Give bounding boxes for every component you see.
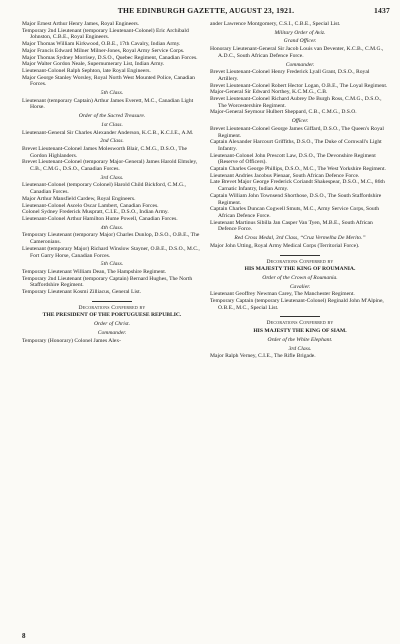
- entry: Brevet Lieutenant-Colonel Henry Frederick Lyall Grant, D.S.O., Royal Artillery.: [210, 69, 370, 82]
- entry: Brevet Lieutenant-Colonel (temporary Major-General) James Harold Elmsley, C.B., C.M.G., D.S.O., Canadian Forces.: [22, 159, 198, 173]
- section-divider: [92, 301, 132, 302]
- section-heading: Order of the Sacred Treasure.: [78, 113, 146, 120]
- decoration-heading: HIS MAJESTY THE KING OF ROUMANIA.: [244, 266, 356, 273]
- entry: Lieutenant-Colonel Ascelo Oscar Lambert, Canadian Forces.: [22, 202, 159, 209]
- entry: Major Arthur Mansfield Cardew, Royal Engineers.: [22, 195, 136, 202]
- entry: Lieutenant-Colonel (temporary Colonel) Harold Child Bickford, C.M.G., Canadian Forces.: [22, 182, 186, 196]
- entry: Major Ernest Arthur Henry James, Royal Engineers.: [22, 21, 140, 27]
- decoration-heading: THE PRESIDENT OF THE PORTUGUESE REPUBLIC.: [42, 312, 182, 319]
- section-heading: Order of the Crown of Roumania.: [262, 274, 338, 281]
- entry: Captain Charles George Phillips, D.S.O., M.C., The West Yorkshire Regiment.: [210, 166, 386, 173]
- signature-mark: 8: [22, 632, 26, 640]
- section-heading: Commander.: [285, 61, 315, 68]
- section-divider: [280, 255, 320, 256]
- entry: Major-General Sir Edward Northey, K.C.M.G., C.B.: [210, 89, 328, 96]
- section-heading: 3rd Class.: [100, 174, 124, 181]
- section-heading: Military Order of Aviz.: [274, 29, 326, 36]
- entry: ander Lawrence Montgomery, C.S.I., C.B.E., Special List.: [210, 21, 341, 27]
- section-heading: Red Cross Medal, 3rd Class, “Cruz Vermelha De Merito.”: [234, 235, 366, 242]
- right-column: [210, 21, 390, 360]
- entry: Temporary 2nd Lieutenant (temporary Lieutenant-Colonel) Eric Archibald Johnston, C.B.E., Royal Engineers.: [22, 27, 189, 41]
- entry: Major Thomas William Kirkwood, O.B.E., 17th Cavalry, Indian Army.: [22, 41, 181, 48]
- entry: Temporary Captain (temporary Lieutenant-Colonel) Reginald John M'Alpine, O.B.E., M.C., Special List.: [210, 298, 384, 311]
- decoration-label: Decorations Conferred by: [78, 304, 146, 311]
- entry: Late Brevet Major George Frederick Coriandt Shakespear, D.S.O., M.C., 86th Carnatic Infantry, Indian Army.: [210, 179, 385, 193]
- section-heading: 5th Class.: [100, 90, 124, 97]
- entry: Major Thomas Sydney Morrisey, D.S.O., Quebec Regiment, Canadian Forces.: [22, 54, 198, 61]
- entry: Lieutenant (temporary Major) Richard Winslow Stayner, O.B.E., D.S.O., M.C., Fort Garry Horse, Canadian Forces.: [22, 245, 200, 259]
- entry: Lieutenant Andries Jacobus Pienaar, South African Defence Force.: [210, 172, 360, 179]
- decoration-label: Decorations Conferred by: [266, 258, 334, 265]
- page-title: THE EDINBURGH GAZETTE, AUGUST 23, 1921.: [117, 6, 295, 15]
- section-heading: 2nd Class.: [100, 138, 124, 145]
- entry: Temporary 2nd Lieutenant (temporary Captain) Bernard Hughes, The North Staffordshire Regiment.: [22, 275, 193, 289]
- entry: Temporary (Honorary) Colonel James Alex-: [22, 337, 122, 344]
- entry: Brevet Lieutenant-Colonel Richard Aubrey De Burgh Ross, C.M.G., D.S.O., The Worcestershire Regiment.: [210, 96, 382, 109]
- section-heading: Officer.: [291, 118, 309, 125]
- section-heading: Grand Officer.: [283, 38, 317, 45]
- entry: Brevet Lieutenant-Colonel George James Giffard, D.S.O., The Queen's Royal Regiment.: [210, 125, 384, 139]
- entry: Major George Stanley Worsley, Royal North West Mounted Police, Canadian Forces.: [22, 74, 195, 88]
- section-heading: 1st Class.: [101, 121, 123, 128]
- section-heading: Order of Christ.: [93, 321, 130, 328]
- section-heading: 4th Class.: [100, 224, 124, 231]
- page-header: [22, 6, 390, 18]
- section-heading: Commander.: [97, 329, 127, 336]
- entry: Captain Charles Duncan Cogwell Smuts, M.C., Army Service Corps, South African Defence Force.: [210, 206, 380, 219]
- section-heading: Cavalier.: [289, 283, 311, 290]
- entry: Temporary Lieutenant (temporary Major) Charles Dunlop, D.S.O., O.B.E., The Cameronians.: [22, 232, 200, 246]
- entry: Honorary Lieutenant-General Sir Jacob Louis van Deventer, K.C.B., C.M.G., A.D.C., South African Defence Force.: [210, 46, 384, 59]
- columns: [22, 21, 390, 360]
- entry: Temporary Lieutenant William Dean, The Hampshire Regiment.: [22, 268, 167, 275]
- left-column: [22, 21, 202, 360]
- entry: Brevet Lieutenant-Colonel Robert Hector Logan, O.B.E., The Loyal Regiment.: [210, 82, 388, 89]
- entry: Major John Utting, Royal Army Medical Corps (Territorial Force).: [210, 242, 360, 249]
- entry: Captain Alexander Harcourt Griffiths, D.S.O., The Duke of Cornwall's Light Infantry.: [210, 139, 382, 152]
- decoration-label: Decorations Conferred by: [266, 320, 334, 327]
- entry: Lieutenant (temporary Captain) Arthur James Everett, M.C., Canadian Light Horse.: [22, 97, 194, 111]
- section-heading: 3rd Class.: [288, 345, 312, 352]
- entry: Lieutenant-Colonel John Prescott Law, D.S.O., The Devonshire Regiment (Reserve of Officers).: [210, 152, 376, 166]
- entry: Major Ralph Verney, C.I.E., The Rifle Brigade.: [210, 353, 316, 360]
- entry: Lieutenant Geoffrey Newman Carey, The Manchester Regiment.: [210, 291, 355, 298]
- page-number: 1437: [374, 6, 390, 15]
- entry: Temporary Lieutenant Kosmi Zilliacus, General List.: [22, 289, 142, 296]
- section-divider: [280, 316, 320, 317]
- entry: Lieutenant-Colonel Ralph Sephton, late Royal Engineers.: [22, 67, 151, 74]
- entry: Major Francis Edward Milner Milner-Jones, Royal Army Service Corps.: [22, 47, 185, 54]
- entry: Captain William John Townsend Shorthose, D.S.O., The South Staffordshire Regiment.: [210, 192, 382, 206]
- decoration-heading: HIS MAJESTY THE KING OF SIAM.: [253, 328, 347, 335]
- entry: Major Walter Gordon Neale, Supernumerary List, Indian Army.: [22, 61, 165, 68]
- section-heading: 5th Class.: [100, 261, 124, 268]
- entry: Lieutenant Martinus Sibilla Jan Casper Van Tyen, M.B.E., South African Defence Force.: [210, 219, 373, 233]
- entry: Lieutenant-Colonel Arthur Hamilton Hume Powell, Canadian Forces.: [22, 215, 178, 222]
- entry: Colonel Sydney Frederick Muspratt, C.I.E., D.S.O., Indian Army.: [22, 209, 169, 216]
- entry: Lieutenant-General Sir Charles Alexander Anderson, K.C.B., K.C.I.E., A.M.: [22, 129, 194, 136]
- section-heading: Order of the White Elephant.: [267, 336, 333, 343]
- entry: Brevet Lieutenant-Colonel James Molesworth Blair, C.M.G., D.S.O., The Gordon Highlanders.: [22, 145, 187, 159]
- entry: Major-General Seymour Hulbert Sheppard, C.B., C.M.G., D.S.O.: [210, 109, 357, 116]
